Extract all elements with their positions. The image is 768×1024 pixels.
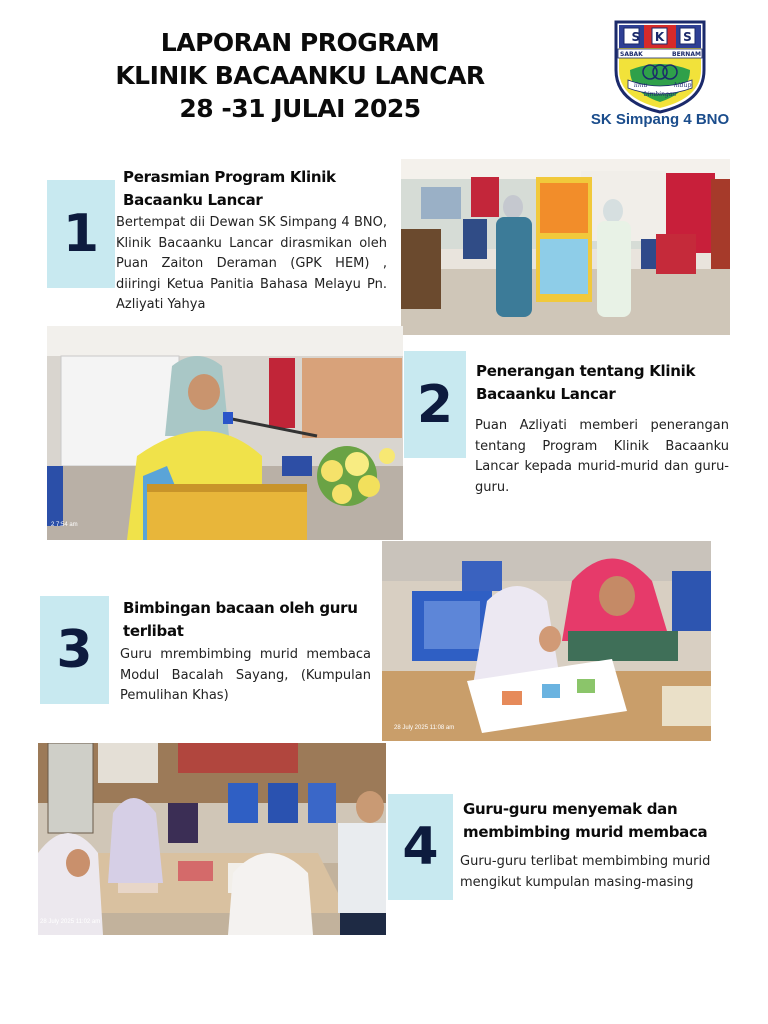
section-4-heading-line-2: membimbing murid membaca [463,823,708,841]
section-4-heading-line-1: Guru-guru menyemak dan [463,800,678,818]
section-1-heading [123,166,393,212]
title-line-2: KLINIK BACAANKU LANCAR [115,61,485,90]
section-2-heading-line-1: Penerangan tentang Klinik [476,362,696,380]
logo-letter-1: S [631,30,641,44]
section-2-heading [476,360,736,406]
logo-letter-2: K [654,30,665,44]
section-2-number: 2 [404,351,466,458]
logo-motto-3: bimbingan [643,91,677,98]
section-2-text: Puan Azliyati memberi penerangan tentang Program Klinik Bacaanku Lancar kepada murid-murid dan guru-guru. [475,418,729,495]
photo-2-stamp: 2 7:54 am [51,522,78,528]
section-4-text: Guru-guru terlibat membimbing murid mengikut kumpulan masing-masing [460,854,711,890]
section-1-number: 1 [47,180,115,288]
section-1-heading-line-2: Bacaanku Lancar [123,191,263,209]
section-3-heading [123,597,383,643]
school-crest-logo [610,18,710,114]
photo-4-stamp: 28 July 2025 11:02 am [40,919,101,925]
photo-group-reading [38,743,386,935]
logo-motto-2: hidup [674,82,692,89]
photo-reading-guidance [382,541,711,741]
section-1-text: Bertempat dii Dewan SK Simpang 4 BNO, Klinik Bacaanku Lancar dirasmikan oleh Puan Zaiton Deraman (GPK HEM) , diiringi Ketua Panitia Bahasa Melayu Pn. Azliyati Yahya [116,215,387,312]
title-line-1: LAPORAN PROGRAM [160,28,440,57]
section-3-number: 3 [40,596,109,704]
photo-3-stamp: 28 July 2025 11:08 am [394,725,455,731]
section-4-heading [463,798,743,844]
title-line-3: 28 -31 JULAI 2025 [179,94,421,123]
logo-letter-3: S [683,30,692,44]
section-3-heading-line-1: Bimbingan bacaan oleh guru [123,599,358,617]
photo-opening-ceremony [401,159,730,335]
photo-briefing [47,326,403,540]
school-name: SK Simpang 4 BNO [590,111,730,128]
section-2-heading-line-2: Bacaanku Lancar [476,385,616,403]
section-4-number: 4 [388,794,453,900]
logo-banner-left: SABAK [620,51,643,58]
logo-banner-right: BERNAM [672,51,701,58]
section-3-text: Guru mrembimbing murid membaca Modul Bacalah Sayang, (Kumpulan Pemulihan Khas) [120,647,371,703]
logo-motto-1: ilmu [634,82,648,89]
section-1-heading-line-1: Perasmian Program Klinik [123,168,336,186]
section-3-heading-line-2: terlibat [123,622,184,640]
